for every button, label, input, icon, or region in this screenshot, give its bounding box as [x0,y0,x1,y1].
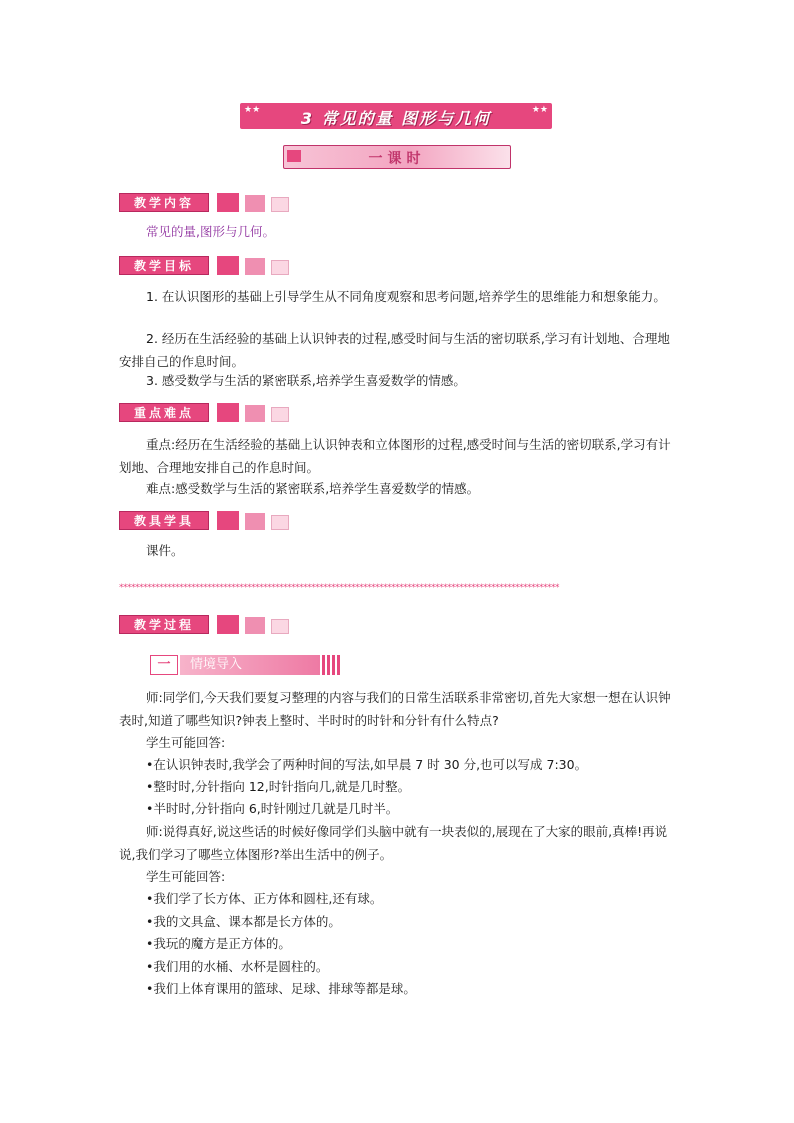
section-label: 教学内容 [119,193,209,212]
teacher-line: 师:说得真好,说这些话的时候好像同学们头脑中就有一块表似的,展现在了大家的眼前,真棒!再说说,我们学习了哪些立体图形?举出生活中的例子。 [119,824,668,862]
decor-block [245,617,265,634]
star-icon: ★★ [244,105,261,115]
student-prompt: 学生可能回答: [146,869,226,884]
decor-block [245,513,265,530]
decor-block [271,197,289,212]
student-answer: •我们用的水桶、水杯是圆柱的。 [146,959,329,974]
decor-block [271,260,289,275]
student-answer: •在认识钟表时,我学会了两种时间的写法,如早晨 7 时 30 分,也可以写成 7:30。 [146,757,588,772]
student-answer: •我们学了长方体、正方体和圆柱,还有球。 [146,891,383,906]
chapter-title: 3 常见的量 图形与几何 [300,109,492,128]
decor-block [245,405,265,422]
section-label: 教学过程 [119,615,209,634]
decor-block [271,619,289,634]
student-answer: •我的文具盒、课本都是长方体的。 [146,914,341,929]
goal-item: 3. 感受数学与生活的紧密联系,培养学生喜爱数学的情感。 [146,373,466,388]
subsection-number: 一 [150,655,178,675]
section-label: 重点难点 [119,403,209,422]
student-answer: •半时时,分针指向 6,时针刚过几就是几时半。 [146,801,399,816]
section-label: 教具学具 [119,511,209,530]
decor-block [245,258,265,275]
content-text: 常见的量,图形与几何。 [146,224,275,239]
tools-text: 课件。 [146,543,184,558]
decor-block [217,615,239,634]
decor-block [217,511,239,530]
star-divider: ************************************************************************************************************** [119,583,559,593]
decor-block [217,256,239,275]
section-label: 教学目标 [119,256,209,275]
star-icon: ★★ [531,105,548,115]
lesson-time-label: 一课时 [368,151,426,167]
subsection-header [150,655,338,675]
difficulty-text: 难点:感受数学与生活的紧密联系,培养学生喜爱数学的情感。 [146,481,480,496]
decor-block [217,403,239,422]
student-answer: •整时时,分针指向 12,时针指向几,就是几时整。 [146,779,411,794]
goal-item: 1. 在认识图形的基础上引导学生从不同角度观察和思考问题,培养学生的思维能力和想象能力。 [146,289,666,304]
decor-block [217,193,239,212]
teacher-line: 师:同学们,今天我们要复习整理的内容与我们的日常生活联系非常密切,首先大家想一想在认识钟表时,知道了哪些知识?钟表上整时、半时时的时针和分针有什么特点? [119,690,671,728]
goal-item: 2. 经历在生活经验的基础上认识钟表的过程,感受时间与生活的密切联系,学习有计划地、合理地安排自己的作息时间。 [119,331,670,369]
decor-block [271,407,289,422]
lesson-time-bar [283,145,511,169]
student-answer: •我们上体育课用的篮球、足球、排球等都是球。 [146,981,416,996]
stripe-decor [322,655,340,675]
chapter-banner [240,103,552,129]
subsection-title: 情境导入 [180,655,320,675]
student-answer: •我玩的魔方是正方体的。 [146,936,291,951]
decor-block [245,195,265,212]
decor-block [271,515,289,530]
student-prompt: 学生可能回答: [146,735,226,750]
focus-text: 重点:经历在生活经验的基础上认识钟表和立体图形的过程,感受时间与生活的密切联系,学习有计划地、合理地安排自己的作息时间。 [119,437,671,475]
